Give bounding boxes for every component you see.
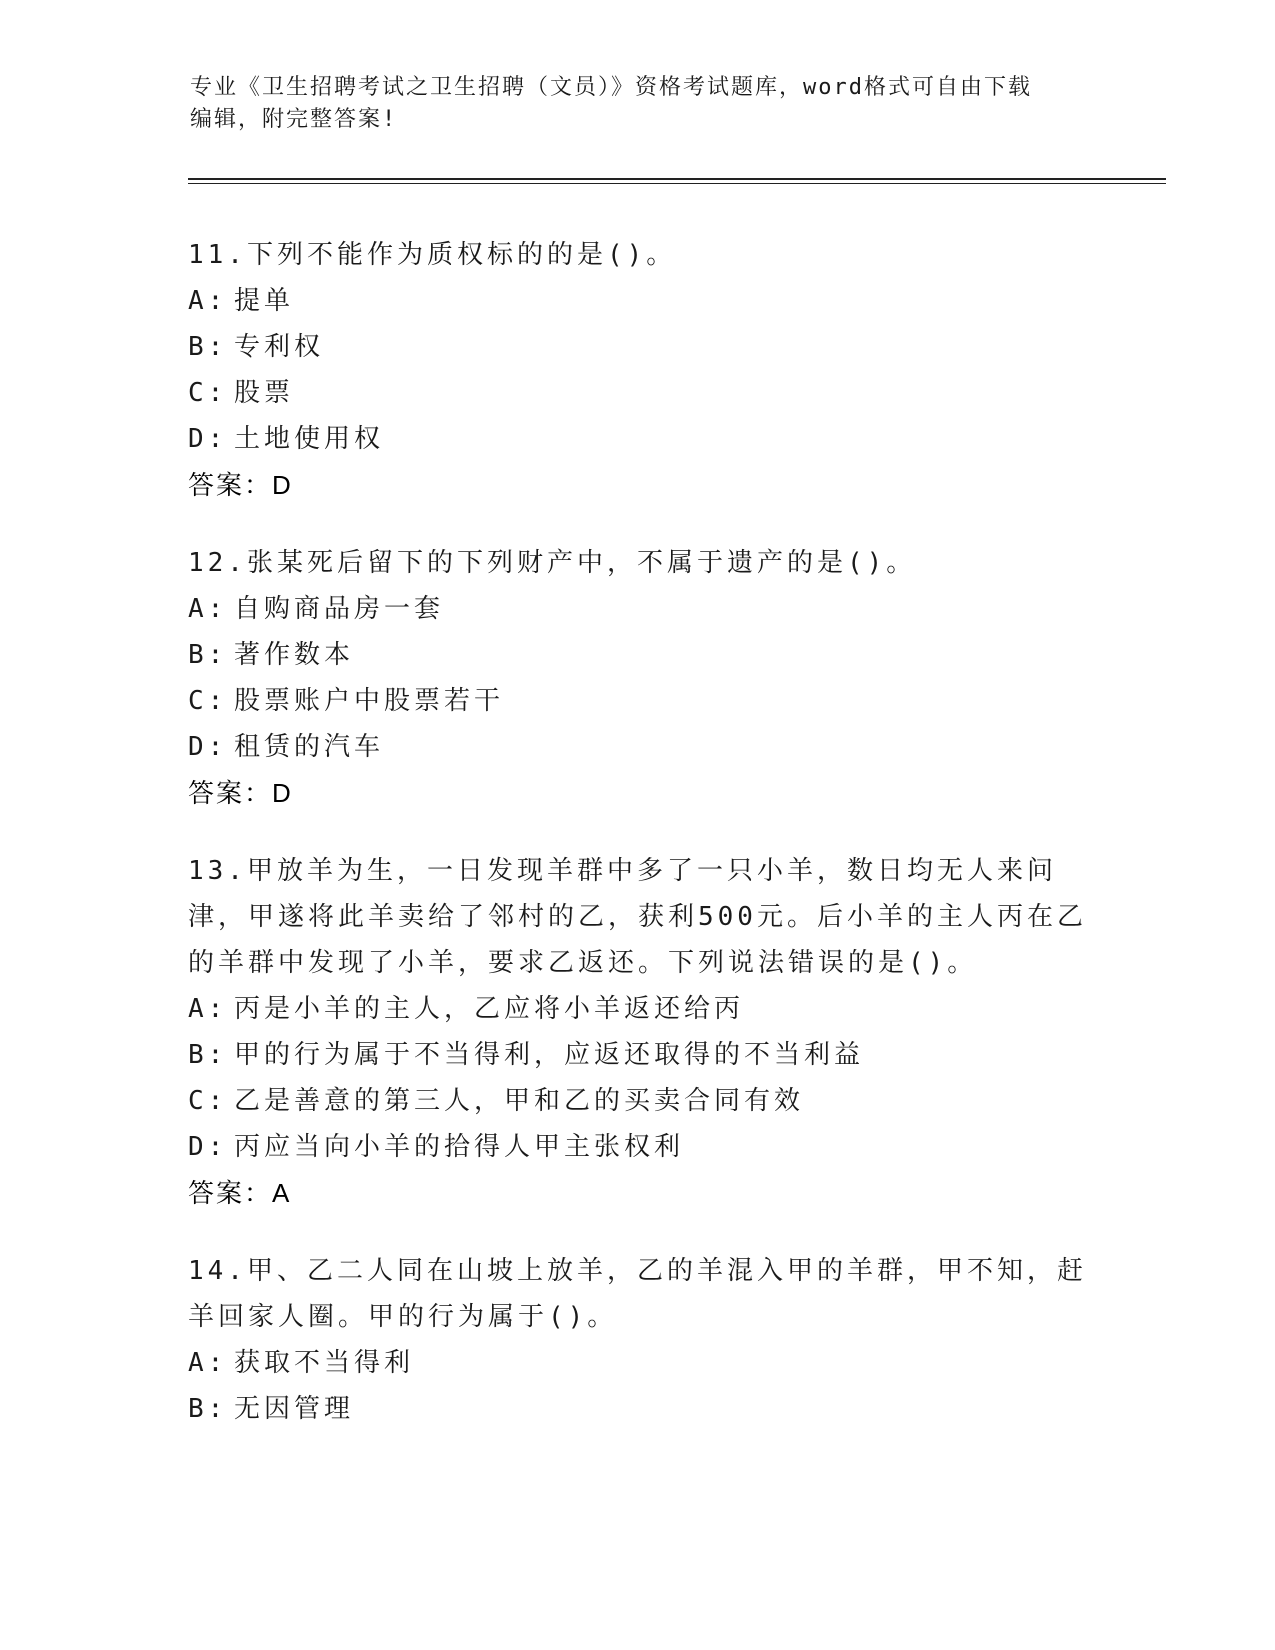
option-b <box>188 1032 1108 1078</box>
question-stem: 13.甲放羊为生，一日发现羊群中多了一只小羊，数日均无人来问津，甲遂将此羊卖给了邻村的乙，获利500元。后小羊的主人丙在乙的羊群中发现了小羊，要求乙返还。下列说法错误的是()。 <box>188 856 1087 978</box>
option-text: 土地使用权 <box>234 424 385 454</box>
option-b <box>188 632 1108 678</box>
question-stem: 11.下列不能作为质权标的的是()。 <box>188 240 677 270</box>
answer-line: 答案：D <box>188 470 293 500</box>
option-c <box>188 678 1108 724</box>
option-d <box>188 1124 1108 1170</box>
question-stem: 14.甲、乙二人同在山坡上放羊，乙的羊混入甲的羊群，甲不知，赶羊回家人圈。甲的行为属于()。 <box>188 1256 1087 1332</box>
option-letter: B: <box>188 332 228 362</box>
question-11 <box>188 232 1108 508</box>
question-stem: 12.张某死后留下的下列财产中，不属于遗产的是()。 <box>188 548 917 578</box>
option-letter: B: <box>188 1040 228 1070</box>
option-text: 股票 <box>234 378 295 408</box>
option-text: 甲的行为属于不当得利，应返还取得的不当利益 <box>234 1040 865 1070</box>
option-text: 乙是善意的第三人，甲和乙的买卖合同有效 <box>234 1086 805 1116</box>
option-text: 无因管理 <box>234 1394 355 1424</box>
option-text: 著作数本 <box>234 640 355 670</box>
option-d <box>188 724 1108 770</box>
option-a <box>188 1340 1108 1386</box>
option-text: 股票账户中股票若干 <box>234 686 505 716</box>
option-d <box>188 416 1108 462</box>
option-a <box>188 278 1108 324</box>
option-text: 丙应当向小羊的拾得人甲主张权利 <box>234 1132 685 1162</box>
option-letter: C: <box>188 378 228 408</box>
header-line-2: 编辑，附完整答案! <box>190 107 398 132</box>
option-letter: A: <box>188 286 228 316</box>
document-header <box>190 72 1090 136</box>
option-a <box>188 986 1108 1032</box>
header-divider-thin <box>188 183 1166 184</box>
option-b <box>188 1386 1108 1432</box>
option-letter: B: <box>188 640 228 670</box>
header-line-1: 专业《卫生招聘考试之卫生招聘（文员）》资格考试题库，word格式可自由下载 <box>190 75 1032 100</box>
question-list <box>188 232 1108 1464</box>
option-c <box>188 370 1108 416</box>
option-text: 提单 <box>234 286 295 316</box>
option-letter: B: <box>188 1394 228 1424</box>
option-b <box>188 324 1108 370</box>
question-13 <box>188 848 1108 1216</box>
option-text: 丙是小羊的主人，乙应将小羊返还给丙 <box>234 994 745 1024</box>
option-letter: A: <box>188 1348 228 1378</box>
question-12 <box>188 540 1108 816</box>
header-divider-thick <box>188 178 1166 180</box>
option-text: 租赁的汽车 <box>234 732 385 762</box>
option-letter: D: <box>188 732 228 762</box>
option-c <box>188 1078 1108 1124</box>
option-letter: A: <box>188 594 228 624</box>
question-14 <box>188 1248 1108 1432</box>
answer-line: 答案：A <box>188 1178 292 1208</box>
option-text: 获取不当得利 <box>234 1348 415 1378</box>
option-letter: C: <box>188 686 228 716</box>
option-a <box>188 586 1108 632</box>
option-letter: C: <box>188 1086 228 1116</box>
option-letter: D: <box>188 424 228 454</box>
option-text: 专利权 <box>234 332 325 362</box>
option-letter: A: <box>188 994 228 1024</box>
option-letter: D: <box>188 1132 228 1162</box>
answer-line: 答案：D <box>188 778 293 808</box>
option-text: 自购商品房一套 <box>234 594 445 624</box>
